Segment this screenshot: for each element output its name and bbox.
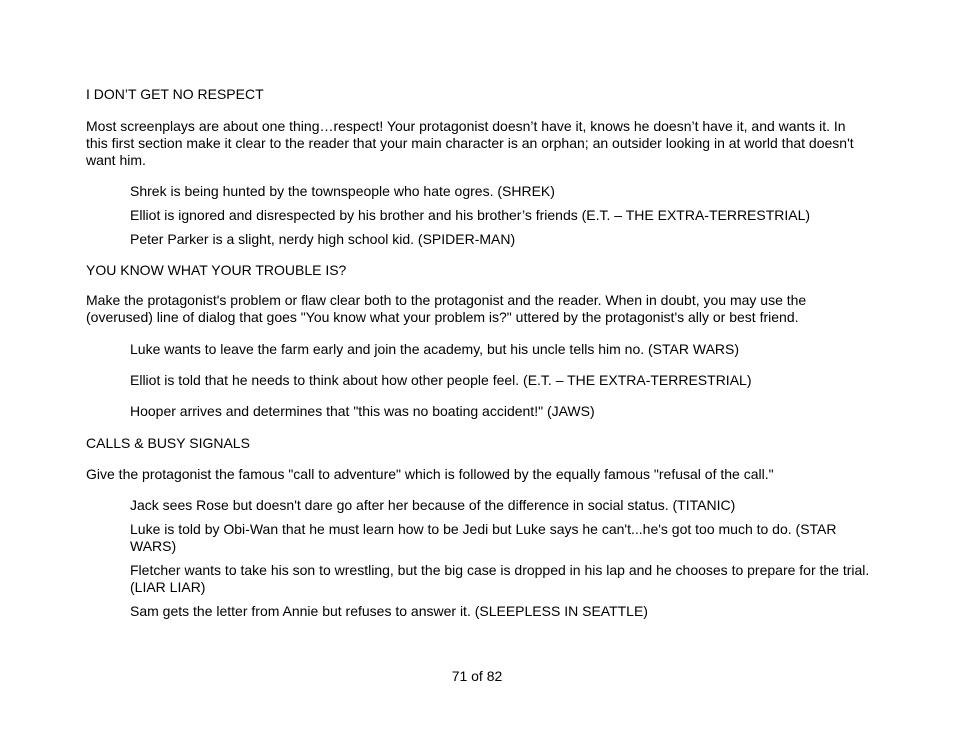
section-heading: I DON’T GET NO RESPECT: [86, 86, 264, 102]
section-intro: Make the protagonist's problem or flaw clear both to the protagonist and the reader. When in doubt, you may use the (overused) line of dialog that goes "You know what your problem is?" uttered by the protagonist's ally or best friend.: [86, 292, 807, 325]
example-item: Peter Parker is a slight, nerdy high school kid. (SPIDER-MAN): [130, 231, 516, 247]
section-heading: CALLS & BUSY SIGNALS: [86, 435, 250, 451]
example-item: Elliot is ignored and disrespected by his brother and his brother’s friends (E.T. – THE EXTRA-TERRESTRIAL): [130, 207, 811, 223]
example-item: Hooper arrives and determines that "this was no boating accident!" (JAWS): [130, 403, 595, 419]
page-number: 71 of 82: [451, 668, 503, 684]
example-item: Elliot is told that he needs to think about how other people feel. (E.T. – THE EXTRA-TERRESTRIAL): [130, 372, 752, 388]
example-item: Jack sees Rose but doesn't dare go after her because of the difference in social status. (TITANIC): [130, 497, 736, 513]
example-item: Fletcher wants to take his son to wrestling, but the big case is dropped in his lap and he chooses to prepare for the trial. (LIAR LIAR): [130, 562, 870, 595]
example-item: Sam gets the letter from Annie but refuses to answer it. (SLEEPLESS IN SEATTLE): [130, 603, 648, 619]
example-item: Luke is told by Obi-Wan that he must learn how to be Jedi but Luke says he can't...he's got too much to do. (STAR WARS): [130, 521, 837, 554]
example-item: Luke wants to leave the farm early and join the academy, but his uncle tells him no. (STAR WARS): [130, 341, 740, 357]
section-intro: Most screenplays are about one thing…respect! Your protagonist doesn’t have it, knows he doesn’t have it, and wants it. In this first section make it clear to the reader that your main character is an orphan; an outsider looking in at world that doesn't want him.: [86, 118, 854, 168]
section-intro: Give the protagonist the famous "call to adventure" which is followed by the equally famous "refusal of the call.": [86, 466, 774, 482]
section-heading: YOU KNOW WHAT YOUR TROUBLE IS?: [86, 262, 347, 278]
example-item: Shrek is being hunted by the townspeople who hate ogres. (SHREK): [130, 183, 555, 199]
